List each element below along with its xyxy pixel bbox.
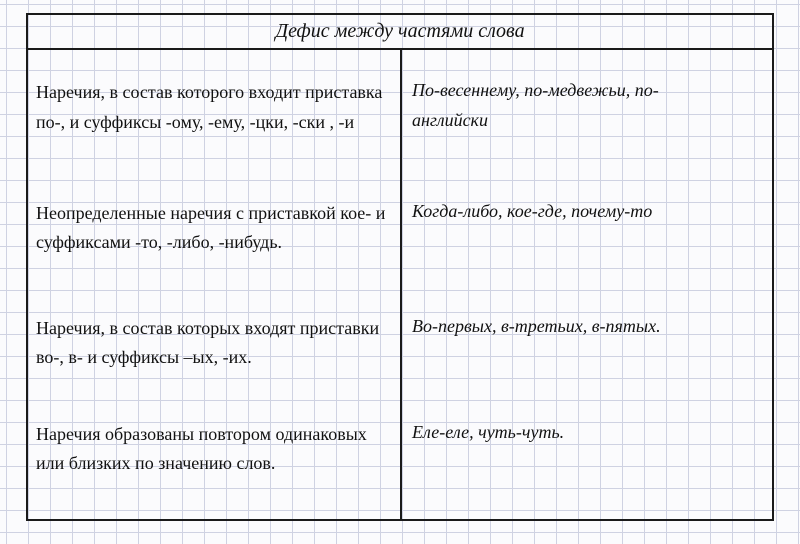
example-cell-4: Еле-еле, чуть-чуть.	[412, 422, 565, 442]
example-cell-3: Во-первых, в-третьих, в-пятых.	[412, 316, 661, 336]
rule-cell-4: Наречия образованы повтором одинаковых или близких по значению слов.	[36, 424, 367, 473]
rule-cell-2: Неопределенные наречия с приставкой кое- и суффиксами -то, -либо, -нибудь.	[36, 203, 386, 252]
example-cell-2: Когда-либо, кое-где, почему-то	[412, 201, 653, 221]
example-1-line-1: По-весеннему, по-медвежьи, по-	[412, 80, 659, 100]
example-cell-1	[412, 75, 772, 135]
table-title: Дефис между частями слова	[28, 15, 772, 50]
rule-cell-3: Наречия, в состав которых входят приставки во-, в- и суффиксы –ых, -их.	[36, 318, 380, 367]
example-1-line-2: английски	[412, 110, 488, 130]
rule-cell-1: Наречия, в состав которого входит приставка по-, и суффиксы -ому, -ему, -цки, -ски , -и	[36, 82, 383, 132]
column-divider	[400, 48, 402, 519]
rules-table	[26, 13, 774, 521]
